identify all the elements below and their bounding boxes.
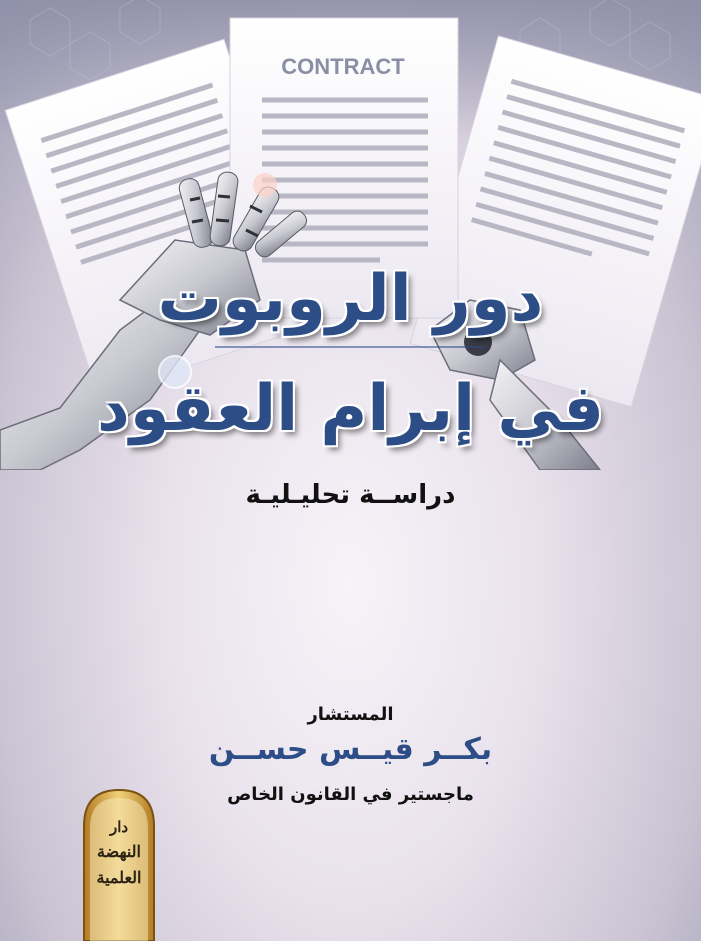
book-subtitle: دراســة تحليـليـة (245, 480, 456, 510)
contract-label: CONTRACT (281, 54, 405, 79)
author-degree: ماجستير في القانون الخاص (227, 784, 474, 805)
publisher-name-line1: دار (109, 818, 129, 836)
book-title-line1: دور الروبوت (157, 262, 544, 336)
publisher-name-line3: العلمية (96, 868, 142, 887)
book-title-line2: في إبرام العقود (97, 372, 604, 446)
title-divider (215, 346, 485, 348)
publisher-name-line2: النهضة (97, 842, 141, 861)
author-name: بكــر قيــس حســن (208, 732, 493, 767)
publisher-logo (80, 786, 158, 941)
author-role: المستشار (307, 704, 394, 725)
